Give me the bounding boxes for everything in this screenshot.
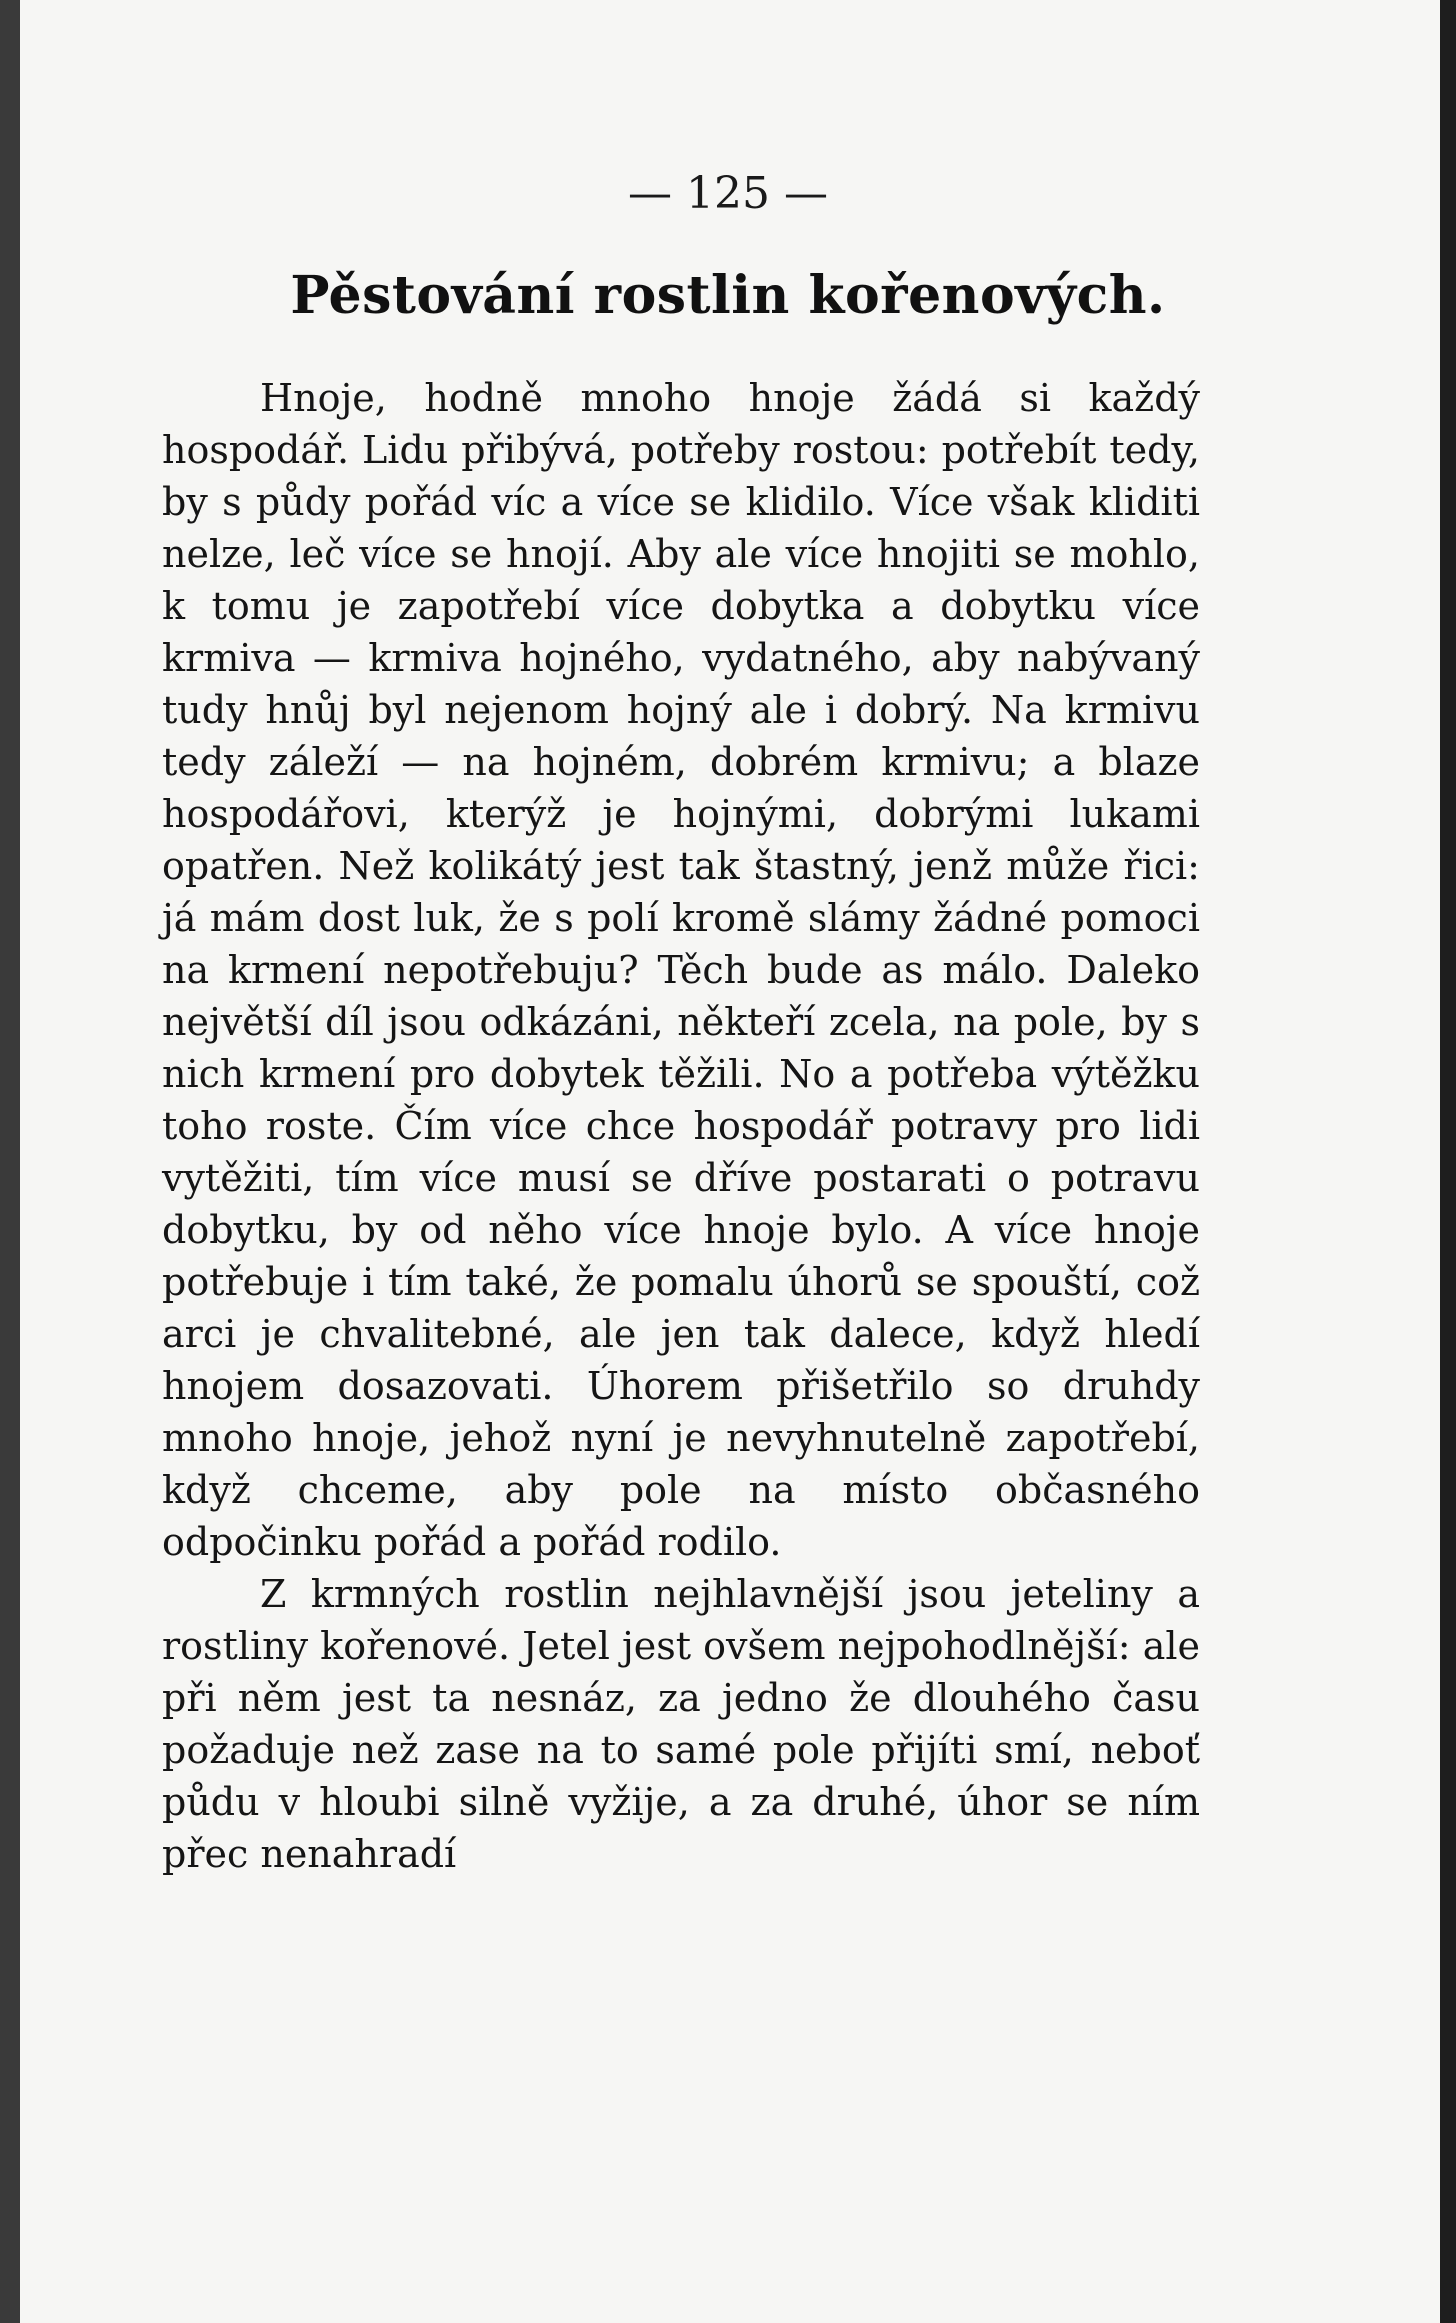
page-right-edge [1440,0,1456,2323]
paragraph-1: Hnoje, hodně mnoho hnoje žádá si každý hospodář. Lidu přibývá, potřeby rostou: potřebít tedy, by s půdy pořád víc a více se klidilo. Více však kliditi nelze, leč více se hnojí. Aby ale více hnojiti se mohlo, k tomu je zapotřebí více dobytka a dobytku více krmiva — krmiva hojného, vydatného, aby nabývaný tudy hnůj byl nejenom hojný ale i dobrý. Na krmivu tedy záleží — na hojném, dobrém krmivu; a blaze hospodářovi, kterýž je hojnými, dobrými lukami opatřen. Než kolikátý jest tak štastný, jenž může řici: já mám dost luk, že s polí kromě slámy žádné pomoci na krmení nepotřebuju? Těch bude as málo. Daleko největší díl jsou odkázáni, někteří zcela, na pole, by s nich krmení pro dobytek těžili. No a potřeba výtěžku toho roste. Čím více chce hospodář potravy pro lidi vytěžiti, tím více musí se dříve postarati o potravu dobytku, by od něho více hnoje bylo. A více hnoje potřebuje i tím také, že pomalu úhorů se spouští, což arci je chvalitebné, ale jen tak dalece, když hledí hnojem dosazovati. Úhorem přišetřilo so druhdy mnoho hnoje, jehož nyní je nevyhnutelně zapotřebí, když chceme, aby pole na místo občasného odpočinku pořád a pořád rodilo. [162,376,1200,1564]
page-number: — 125 — [628,168,828,219]
paragraph-2: Z krmných rostlin nejhlavnější jsou jeteliny a rostliny kořenové. Jetel jest ovšem nejpohodlnější: ale při něm jest ta nesnáz, za jedno že dlouhého času požaduje než zase na to samé pole přijíti smí, neboť půdu v hloubi silně vyžije, a za druhé, úhor se ním přec nenahradí [162,1572,1200,1876]
page-left-edge [0,0,20,2323]
section-heading: Pěstování rostlin kořenových. [290,265,1166,326]
body-text [162,372,1200,1880]
